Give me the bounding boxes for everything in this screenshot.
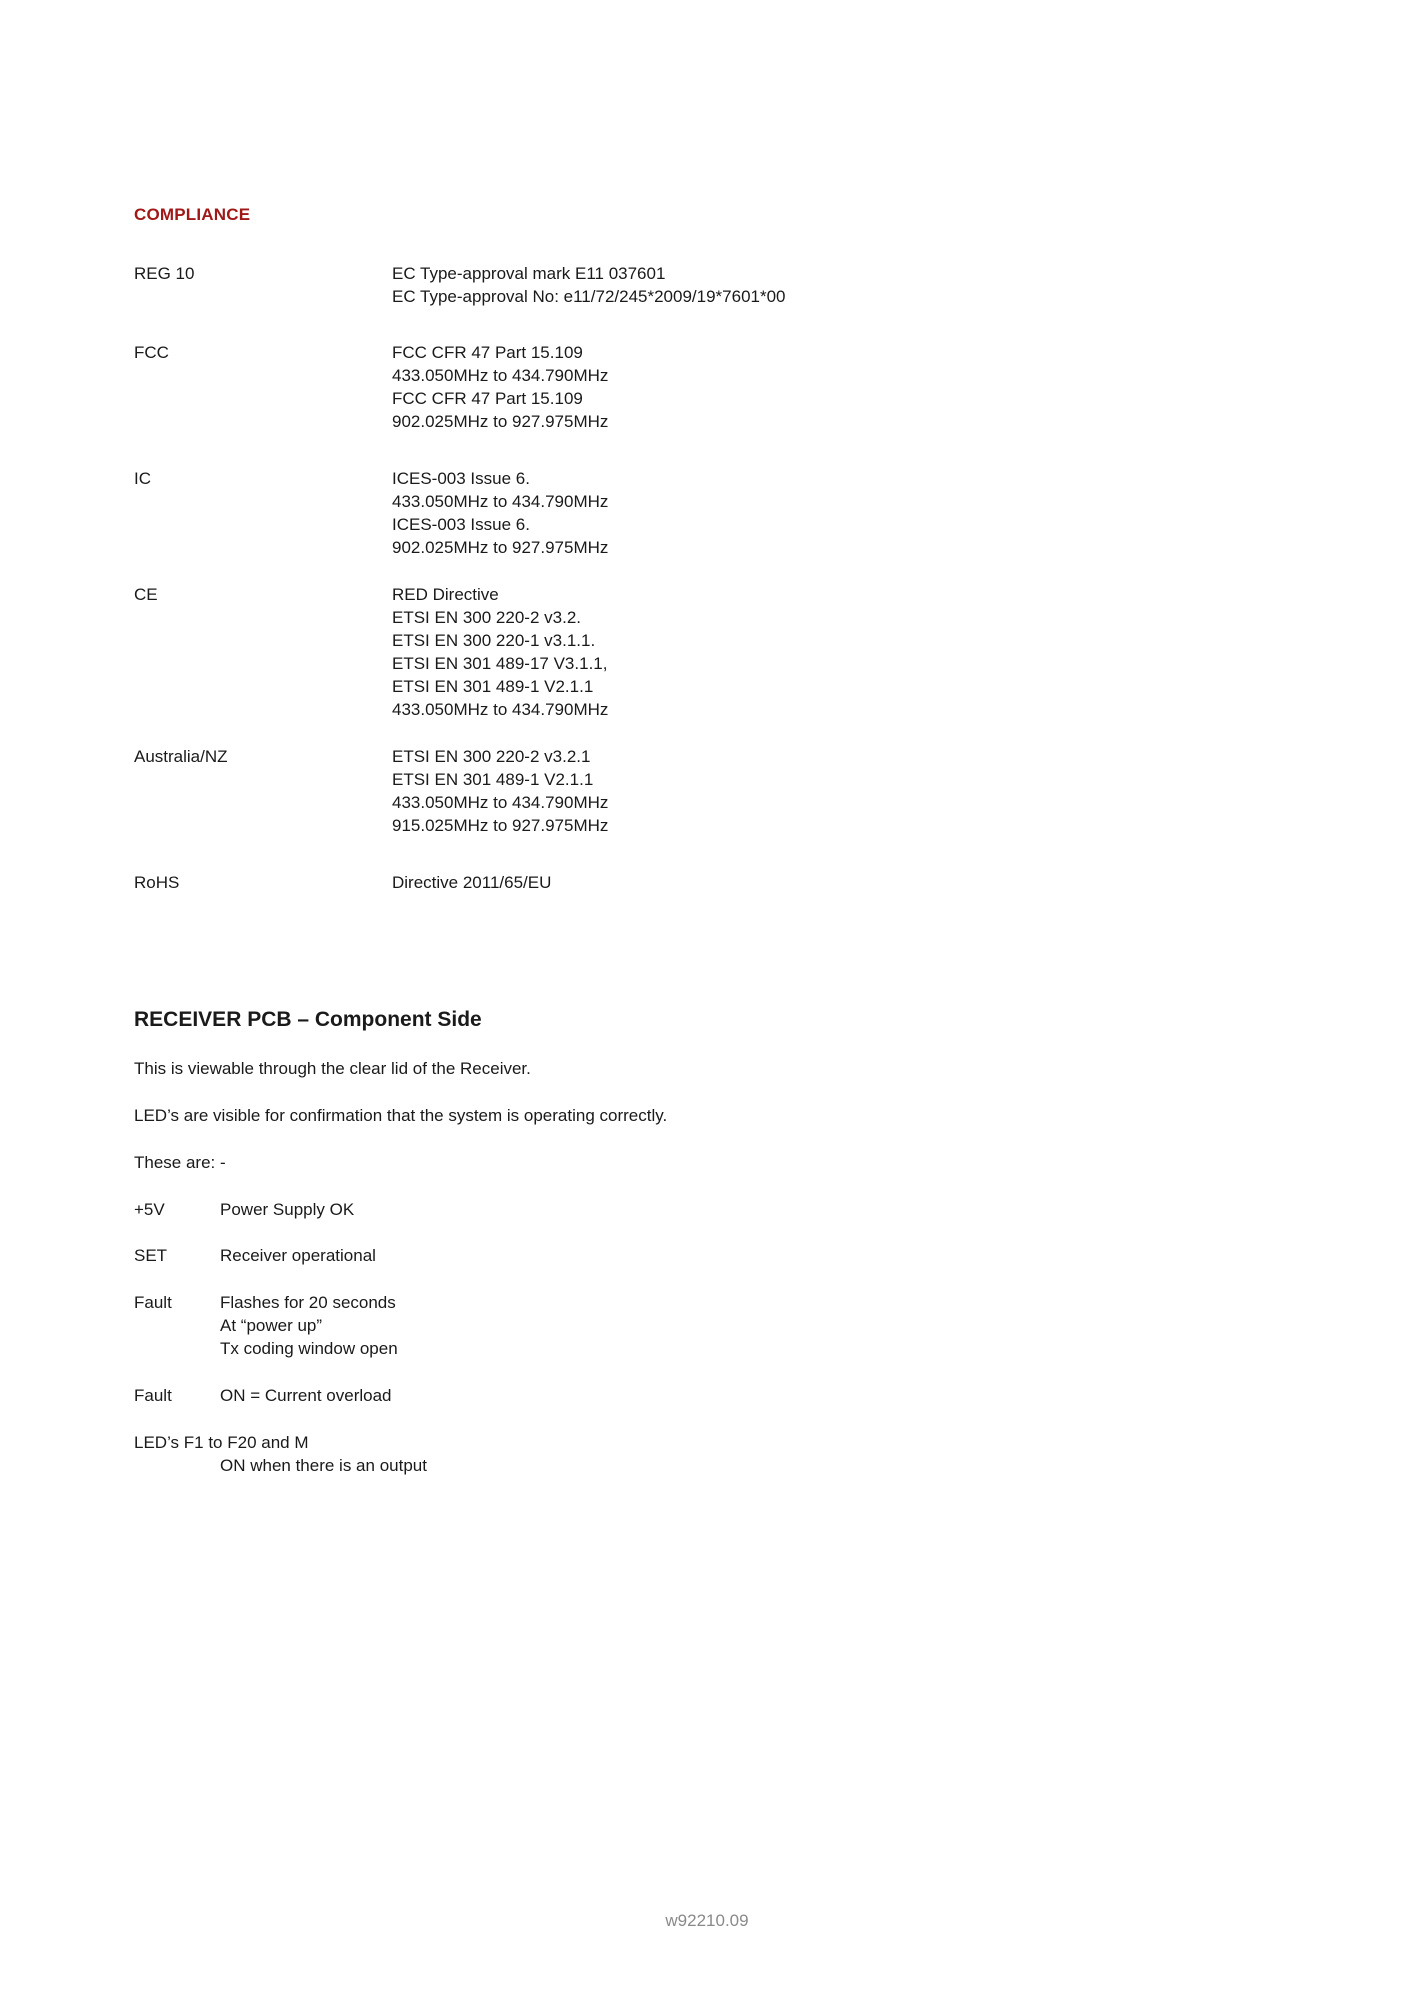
- compliance-value: ICES-003 Issue 6.: [392, 515, 530, 534]
- receiver-paragraph: This is viewable through the clear lid of the Receiver.: [134, 1059, 531, 1078]
- led-description-line: Flashes for 20 seconds: [220, 1293, 396, 1312]
- compliance-values: [392, 745, 608, 837]
- led-description-line: ON = Current overload: [220, 1386, 392, 1405]
- led-key: SET: [134, 1246, 168, 1265]
- led-key: +5V: [134, 1200, 165, 1219]
- compliance-value: ETSI EN 301 489-1 V2.1.1: [392, 677, 594, 696]
- receiver-section-title: RECEIVER PCB – Component Side: [134, 1008, 482, 1031]
- led-description: [220, 1291, 398, 1360]
- compliance-values: [392, 467, 608, 559]
- compliance-label: CE: [134, 585, 158, 604]
- compliance-value: ETSI EN 300 220-2 v3.2.1: [392, 747, 591, 766]
- compliance-value: 902.025MHz to 927.975MHz: [392, 538, 609, 557]
- led-description-line: At “power up”: [220, 1316, 323, 1335]
- compliance-value: 433.050MHz to 434.790MHz: [392, 366, 609, 385]
- compliance-values: [392, 583, 608, 721]
- compliance-label: Australia/NZ: [134, 747, 228, 766]
- compliance-value: EC Type-approval mark E11 037601: [392, 264, 666, 283]
- compliance-label: FCC: [134, 343, 169, 362]
- compliance-value: ICES-003 Issue 6.: [392, 469, 530, 488]
- led-description-line: ON when there is an output: [220, 1456, 427, 1475]
- led-key: LED’s F1 to F20 and M: [134, 1433, 309, 1452]
- compliance-value: ETSI EN 300 220-1 v3.1.1.: [392, 631, 596, 650]
- compliance-values: [392, 341, 608, 433]
- led-description: [220, 1454, 427, 1477]
- compliance-value: Directive 2011/65/EU: [392, 873, 552, 892]
- footer-doc-code: w92210.09: [665, 1911, 749, 1930]
- receiver-paragraph: LED’s are visible for confirmation that the system is operating correctly.: [134, 1106, 668, 1125]
- compliance-value: ETSI EN 300 220-2 v3.2.: [392, 608, 581, 627]
- led-description: [220, 1384, 392, 1407]
- compliance-value: 915.025MHz to 927.975MHz: [392, 816, 609, 835]
- led-description-line: Tx coding window open: [220, 1339, 398, 1358]
- compliance-values: [392, 871, 551, 894]
- led-key: Fault: [134, 1293, 172, 1312]
- compliance-values: [392, 262, 786, 308]
- led-description-line: Power Supply OK: [220, 1200, 355, 1219]
- compliance-value: 433.050MHz to 434.790MHz: [392, 700, 609, 719]
- compliance-label: REG 10: [134, 264, 195, 283]
- compliance-value: FCC CFR 47 Part 15.109: [392, 343, 583, 362]
- compliance-value: ETSI EN 301 489-17 V3.1.1,: [392, 654, 608, 673]
- compliance-label: RoHS: [134, 873, 180, 892]
- compliance-value: 433.050MHz to 434.790MHz: [392, 492, 609, 511]
- receiver-paragraph: These are: -: [134, 1153, 226, 1172]
- compliance-value: 433.050MHz to 434.790MHz: [392, 793, 609, 812]
- compliance-value: 902.025MHz to 927.975MHz: [392, 412, 609, 431]
- compliance-label: IC: [134, 469, 151, 488]
- compliance-value: ETSI EN 301 489-1 V2.1.1: [392, 770, 594, 789]
- compliance-value: EC Type-approval No: e11/72/245*2009/19*7601*00: [392, 287, 786, 306]
- compliance-heading: COMPLIANCE: [134, 205, 251, 224]
- compliance-value: RED Directive: [392, 585, 499, 604]
- compliance-value: FCC CFR 47 Part 15.109: [392, 389, 583, 408]
- led-description: [220, 1198, 354, 1221]
- led-key: Fault: [134, 1386, 172, 1405]
- led-description: [220, 1244, 376, 1267]
- led-description-line: Receiver operational: [220, 1246, 376, 1265]
